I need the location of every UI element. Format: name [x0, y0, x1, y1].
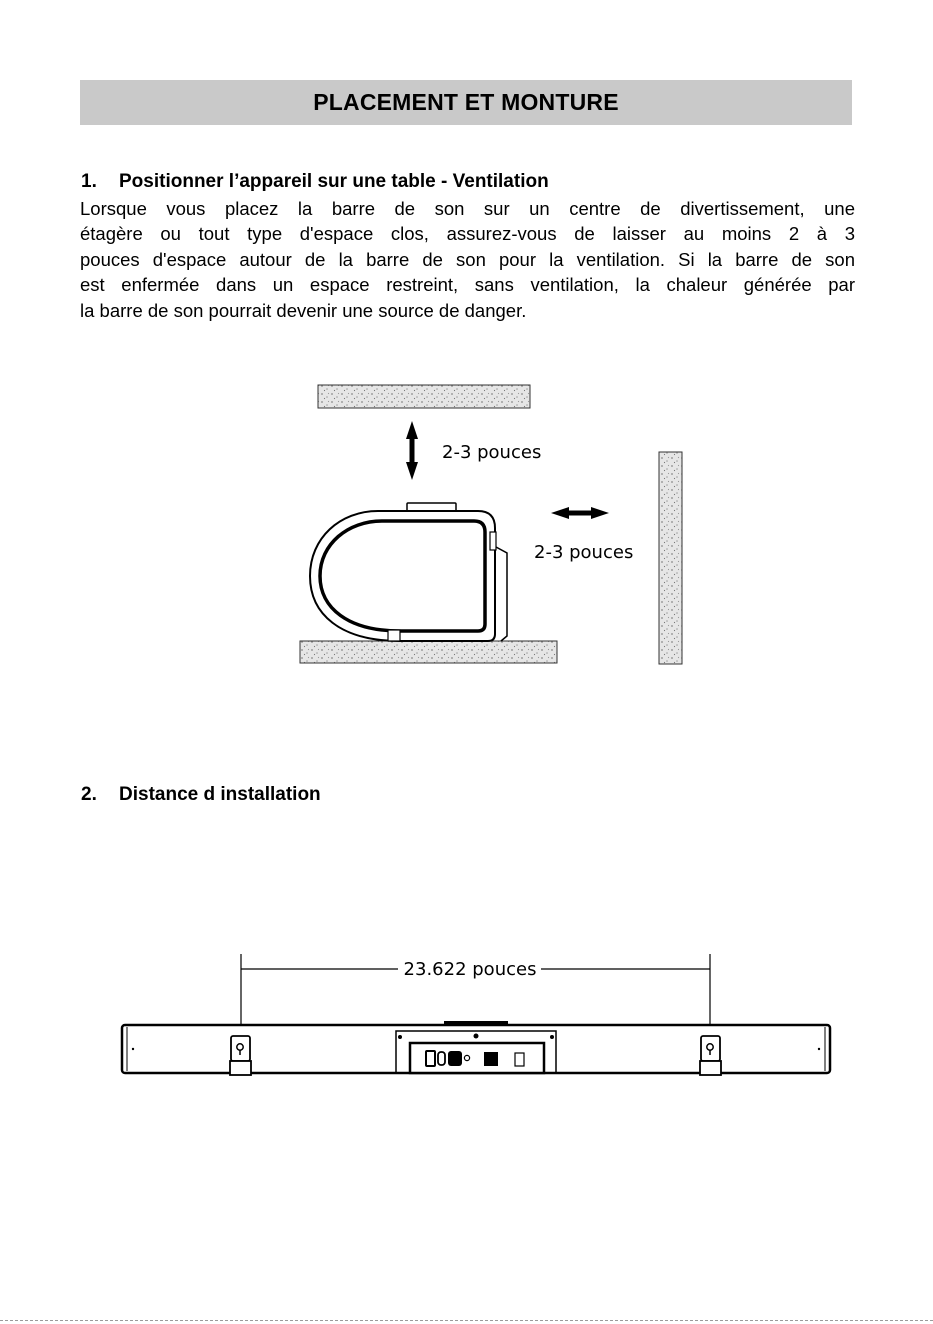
section-2-title: Distance d installation	[119, 784, 321, 805]
ventilation-diagram	[300, 385, 682, 664]
soundbar-rear-view	[122, 1021, 830, 1075]
top-shelf	[318, 385, 530, 408]
mount-distance-label: 23.622 pouces	[403, 959, 537, 980]
left-mounting-bracket	[230, 1036, 251, 1075]
soundbar-side-view	[310, 503, 507, 641]
vertical-double-arrow	[406, 421, 418, 480]
page-bottom-edge	[0, 1320, 933, 1321]
right-mounting-bracket	[700, 1036, 721, 1075]
horizontal-double-arrow	[551, 507, 609, 519]
side-wall	[659, 452, 682, 664]
section-2-heading	[81, 784, 321, 806]
page-title: PLACEMENT ET MONTURE	[80, 80, 852, 125]
top-clearance-label: 2-3 pouces	[442, 442, 542, 463]
paragraph-line: la barre de son pourrait devenir une source de danger.	[80, 299, 527, 321]
paragraph-line: étagère ou tout type d'espace clos, assurez-vous de laisser au moins 2 à 3	[80, 223, 855, 245]
paragraph-line: Lorsque vous placez la barre de son sur un centre de divertissement, une	[80, 198, 855, 219]
section-1-number: 1.	[81, 171, 97, 192]
paragraph-line: pouces d'espace autour de la barre de son pour la ventilation. Si la barre de son	[80, 248, 855, 270]
section-1-title: Positionner l’appareil sur une table - Ventilation	[119, 171, 549, 192]
bottom-shelf	[300, 641, 557, 663]
side-clearance-label: 2-3 pouces	[534, 542, 634, 563]
paragraph-line: est enfermée dans un espace restreint, sans ventilation, la chaleur générée par	[80, 274, 855, 296]
section-2-number: 2.	[81, 784, 97, 805]
